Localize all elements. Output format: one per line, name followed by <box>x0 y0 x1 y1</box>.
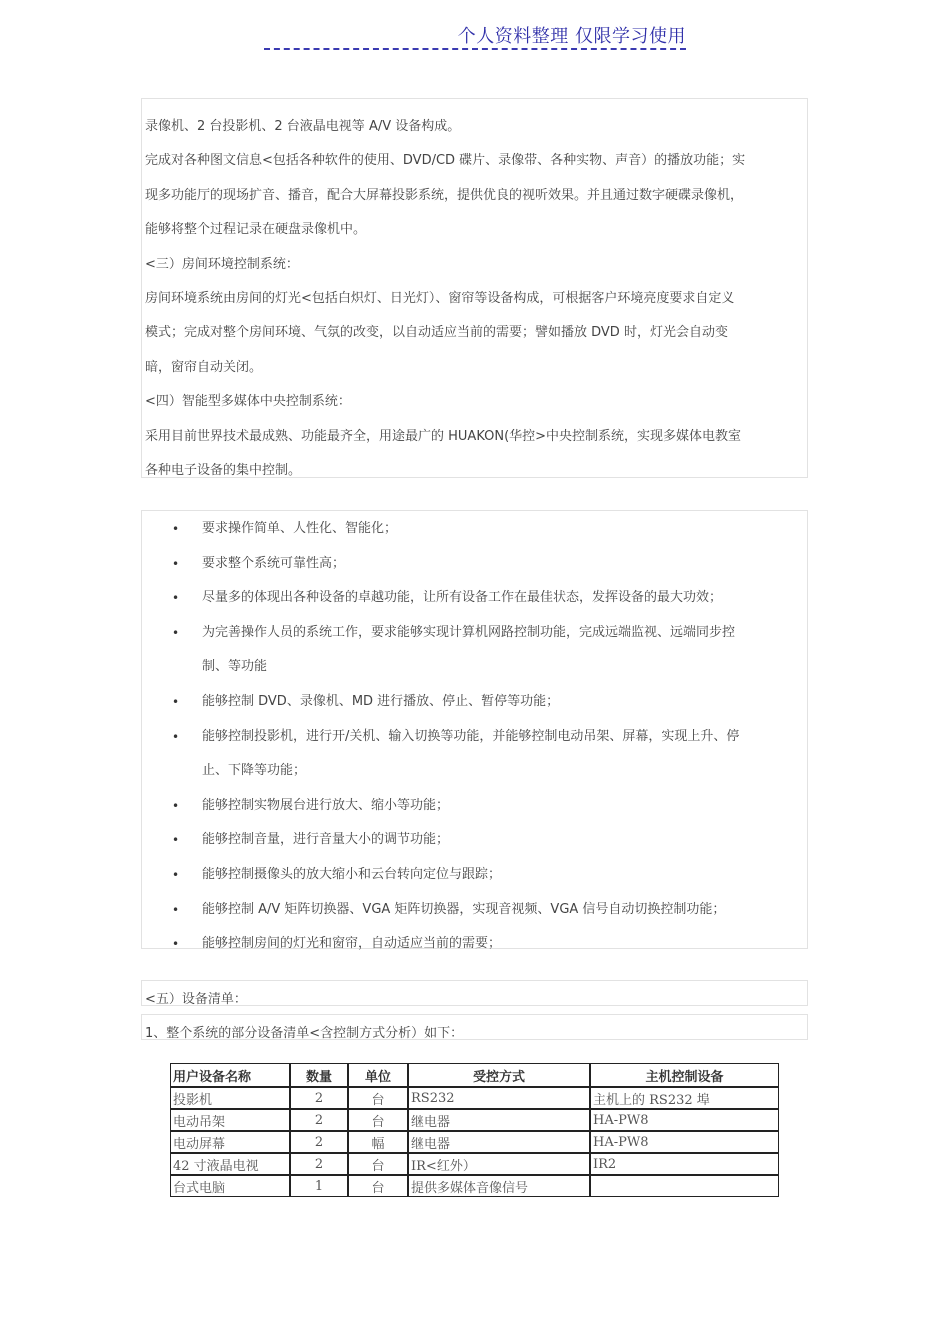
text-line: 房间环境系统由房间的灯光<包括白炽灯、日光灯）、窗帘等设备构成，可根据客户环境亮度要求自定义 <box>145 291 735 307</box>
section-heading: <四）智能型多媒体中央控制系统： <box>145 394 351 410</box>
bullet-icon: • <box>172 729 180 744</box>
table-cell: IR2 <box>590 1153 779 1175</box>
table-cell: 台 <box>348 1109 408 1131</box>
table-cell: HA-PW8 <box>590 1131 779 1153</box>
requirement-item <box>172 581 802 616</box>
bullet-icon: • <box>172 625 180 640</box>
table-row <box>170 1109 779 1131</box>
table-cell: 主机上的 RS232 埠 <box>590 1087 779 1109</box>
bullet-icon: • <box>172 591 180 606</box>
requirements-list <box>172 512 802 962</box>
table-cell: RS232 <box>408 1087 590 1109</box>
requirement-text: 尽量多的体现出各种设备的卓越功能，让所有设备工作在最佳状态，发挥设备的最大功效； <box>202 590 723 606</box>
requirement-text: 能够控制 DVD、录像机、MD 进行播放、停止、暂停等功能； <box>202 693 560 709</box>
requirement-text: 制、等功能 <box>202 659 268 675</box>
requirement-item <box>172 547 802 582</box>
bullet-icon: • <box>172 937 180 952</box>
table-row <box>170 1175 779 1197</box>
text-line: 暗，窗帘自动关闭。 <box>145 359 263 375</box>
requirement-item <box>172 685 802 720</box>
table-cell: IR<红外） <box>408 1153 590 1175</box>
table-cell: 2 <box>290 1131 348 1153</box>
requirement-text: 为完善操作人员的系统工作，要求能够实现计算机网路控制功能，完成远端监视、远端同步控 <box>202 624 736 640</box>
requirement-text: 能够控制摄像头的放大缩小和云台转向定位与跟踪； <box>202 866 502 882</box>
section5-heading: <五）设备清单： <box>145 992 247 1007</box>
text-line: 采用目前世界技术最成熟、功能最齐全，用途最广的 HUAKON(华控>中央控制系统，实现多媒体电教室 <box>145 428 742 444</box>
requirement-item <box>172 893 802 928</box>
header-title: 个人资料整理 仅限学习使用 <box>457 26 686 47</box>
equipment-table <box>170 1063 779 1197</box>
requirement-text: 要求整个系统可靠性高； <box>202 555 346 571</box>
requirement-text: 能够控制 A/V 矩阵切换器、VGA 矩阵切换器，实现音视频、VGA 信号自动切换控制功能； <box>202 901 726 917</box>
table-cell: 继电器 <box>408 1109 590 1131</box>
requirement-item <box>172 858 802 893</box>
table-cell <box>590 1175 779 1197</box>
table-header-row <box>170 1063 779 1087</box>
requirement-text: 能够控制投影机，进行开/关机、输入切换等功能，并能够控制电动吊架、屏幕，实现上升、停 <box>202 728 740 744</box>
bullet-icon: • <box>172 902 180 917</box>
table-cell: 台 <box>348 1175 408 1197</box>
table-cell: 2 <box>290 1087 348 1109</box>
table-cell: 台 <box>348 1087 408 1109</box>
column-header: 用户设备名称 <box>170 1063 290 1087</box>
table-cell: HA-PW8 <box>590 1109 779 1131</box>
bullet-icon: • <box>172 833 180 848</box>
table-cell: 台 <box>348 1153 408 1175</box>
table-row <box>170 1153 779 1175</box>
table-row <box>170 1131 779 1153</box>
text-line: 模式；完成对整个房间环境、气氛的改变，以自动适应当前的需要；譬如播放 DVD 时，灯光会自动变 <box>145 325 728 341</box>
requirement-item <box>172 927 802 962</box>
table-row <box>170 1087 779 1109</box>
bullet-icon: • <box>172 798 180 813</box>
section5-subheading: 1、整个系统的部分设备清单<含控制方式分析）如下： <box>145 1026 464 1041</box>
table-cell: 投影机 <box>170 1087 290 1109</box>
column-header: 主机控制设备 <box>590 1063 779 1087</box>
top-paragraphs <box>145 110 805 488</box>
table-cell: 1 <box>290 1175 348 1197</box>
column-header: 数量 <box>290 1063 348 1087</box>
table-cell: 提供多媒体音像信号 <box>408 1175 590 1197</box>
text-line: 完成对各种图文信息<包括各种软件的使用、DVD/CD 碟片、录像带、各种实物、声音）的播放功能；实 <box>145 153 746 169</box>
text-line: 录像机、2 台投影机、2 台液晶电视等 A/V 设备构成。 <box>145 119 461 134</box>
section-heading: <三）房间环境控制系统： <box>145 256 299 272</box>
column-header: 单位 <box>348 1063 408 1087</box>
bullet-icon: • <box>172 867 180 882</box>
table-cell: 2 <box>290 1109 348 1131</box>
table-cell: 电动屏幕 <box>170 1131 290 1153</box>
text-line: 现多功能厅的现场扩音、播音，配合大屏幕投影系统，提供优良的视听效果。并且通过数字硬碟录像机， <box>145 187 744 203</box>
bullet-icon: • <box>172 522 180 536</box>
requirement-item <box>172 616 802 685</box>
table-cell: 42 寸液晶电视 <box>170 1153 290 1175</box>
requirement-item <box>172 823 802 858</box>
table-cell: 幅 <box>348 1131 408 1153</box>
text-line: 各种电子设备的集中控制。 <box>145 463 302 479</box>
bullet-icon: • <box>172 556 180 571</box>
requirement-text: 止、下降等功能； <box>202 763 307 779</box>
column-header: 受控方式 <box>408 1063 590 1087</box>
requirement-text: 能够控制实物展台进行放大、缩小等功能； <box>202 797 450 813</box>
table-cell: 继电器 <box>408 1131 590 1153</box>
requirement-text: 能够控制房间的灯光和窗帘，自动适应当前的需要； <box>202 936 502 952</box>
requirement-item <box>172 512 802 547</box>
table-cell: 台式电脑 <box>170 1175 290 1197</box>
requirement-text: 能够控制音量，进行音量大小的调节功能； <box>202 832 450 848</box>
table-cell: 2 <box>290 1153 348 1175</box>
requirement-text: 要求操作简单、人性化、智能化； <box>202 521 398 536</box>
requirement-item <box>172 789 802 824</box>
requirement-item <box>172 720 802 789</box>
bullet-icon: • <box>172 694 180 709</box>
page-header <box>264 22 686 50</box>
table-cell: 电动吊架 <box>170 1109 290 1131</box>
text-line: 能够将整个过程记录在硬盘录像机中。 <box>145 222 367 238</box>
